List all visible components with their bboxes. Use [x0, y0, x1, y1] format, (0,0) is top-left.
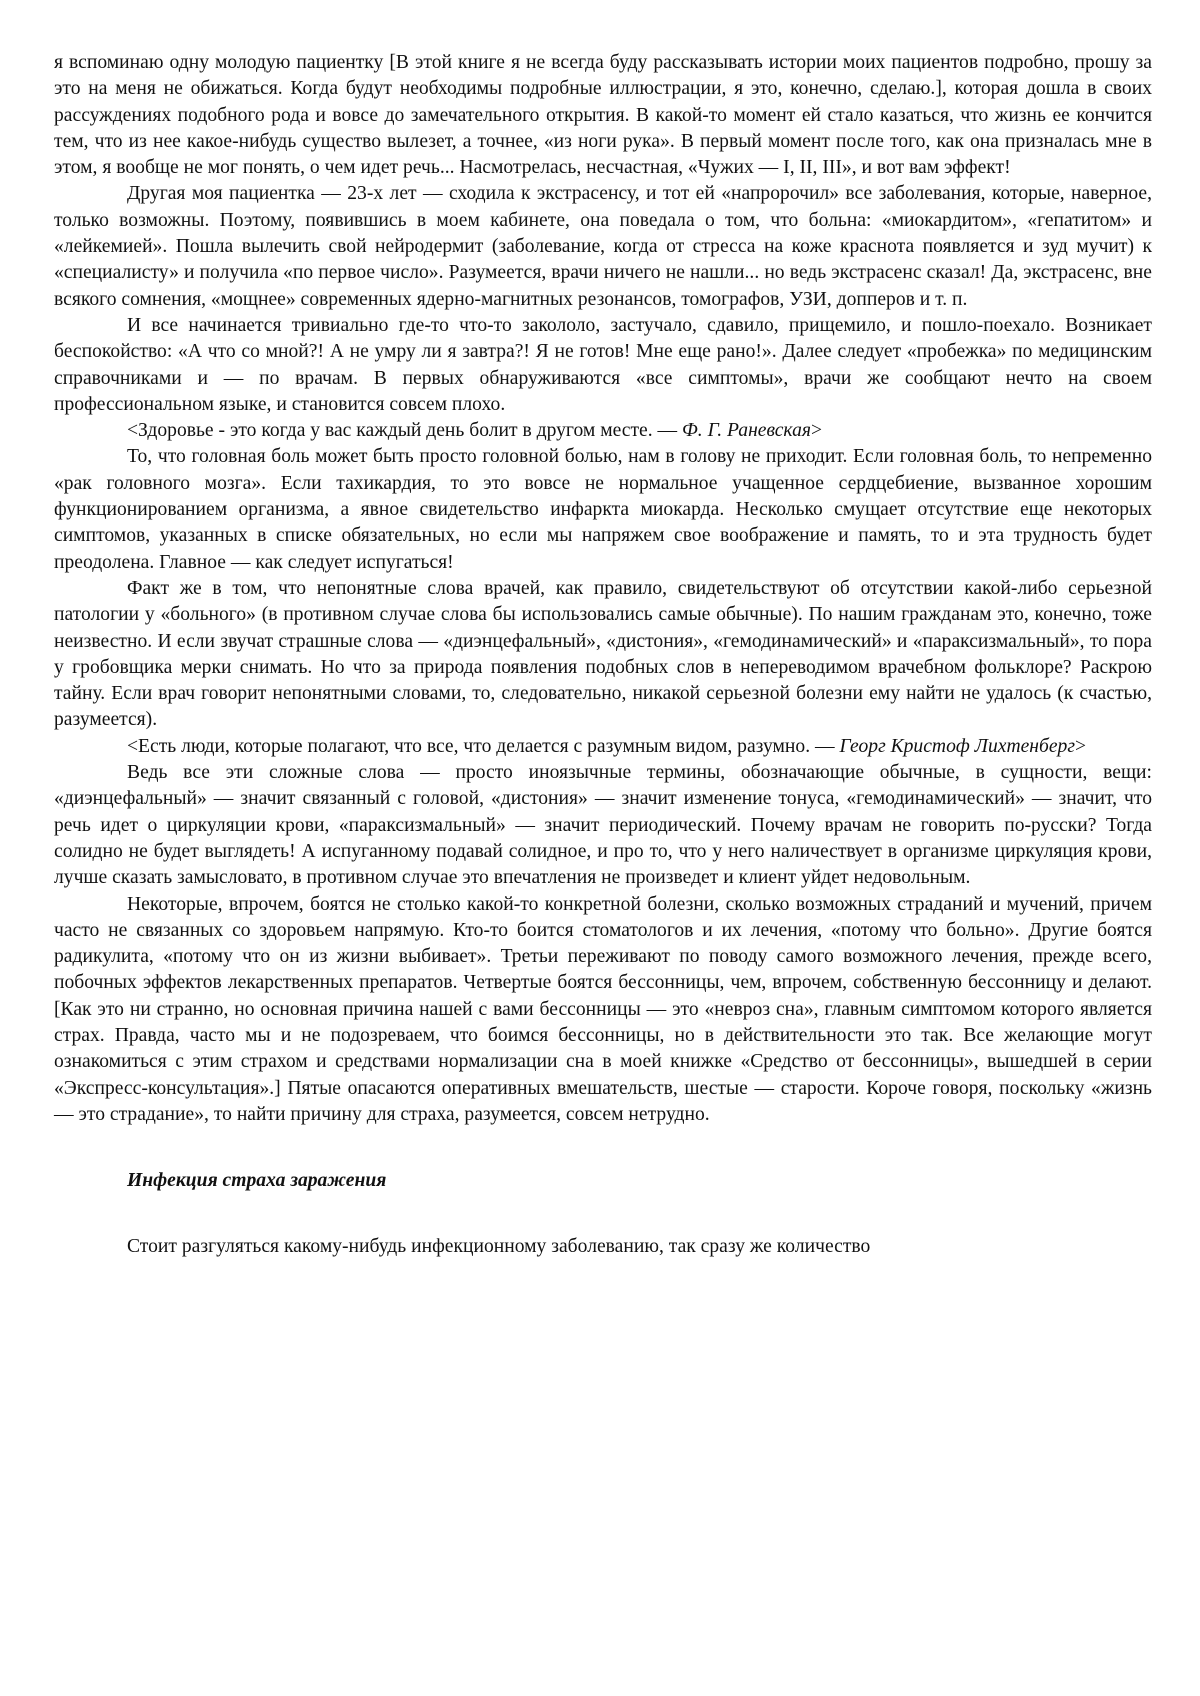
- paragraph-psychic: Другая моя пациентка — 23-х лет — сходила к экстрасенсу, и тот ей «напророчил» все заболевания, которые, наверное, только возможны. Поэтому, появившись в моем кабинете, она поведала о том, что больна: «миокардитом», «гепатитом» и «лейкемией». Пошла вылечить свой нейродермит (заболевание, когда от стресса на коже краснота появляется и зуд мучит) к «специалисту» и получила «по первое число». Разумеется, врачи ничего не нашли... но ведь экстрасенс сказал! Да, экстрасенс, вне всякого сомнения, «мощнее» современных ядерно-магнитных резонансов, томографов, УЗИ, допперов и т. п.: [54, 181, 1152, 312]
- section-heading: Инфекция страха заражения: [54, 1168, 1152, 1194]
- paragraph-fears-list: Некоторые, впрочем, боятся не столько какой-то конкретной болезни, сколько возможных страданий и мучений, причем часто не связанных со здоровьем напрямую. Кто-то боится стоматологов и их лечения, «потому что больно». Другие боятся радикулита, «потому что он из жизни выбивает». Третьи переживают по поводу самого возможного лечения, прежде всего, побочных эффектов лекарственных препаратов. Четвертые боятся бессонницы, чем, впрочем, собственную бессонницу и делают. [Как это ни странно, но основная причина нашей с вами бессонницы — это «невроз сна», главным симптомом которого является страх. Правда, часто мы и не подозреваем, что боимся бессонницы, но в действительности это так. Все желающие могут ознакомиться с этим страхом и средствами нормализации сна в моей книжке «Средство от бессонницы», вышедшей в серии «Экспресс-консультация».] Пятые опасаются оперативных вмешательств, шестые — старости. Короче говоря, поскольку «жизнь — это страдание», то найти причину для страха, разумеется, совсем нетрудно.: [54, 892, 1152, 1129]
- paragraph-headache: То, что головная боль может быть просто головной болью, нам в голову не приходит. Если головная боль, то непременно «рак головного мозга». Если тахикардия, то это вовсе не нормальное учащенное сердцебиение, вызванное хорошим функционированием организма, а явное свидетельство инфаркта миокарда. Несколько смущает отсутствие еще некоторых симптомов, указанных в списке обязательных, но если мы напряжем свое воображение и память, то и эта трудность будет преодолена. Главное — как следует испугаться!: [54, 444, 1152, 575]
- quote-author: Ф. Г. Раневская: [682, 420, 811, 441]
- paragraph-complex-words: Ведь все эти сложные слова — просто иноязычные термины, обозначающие обычные, в сущности, вещи: «диэнцефальный» — значит связанный с головой, «дистония» — значит изменение тонуса, «гемодинамический» — значит, что речь идет о циркуляции крови, «параксизмальный» — значит периодический. Почему врачам не говорить по-русски? Тогда солидно не будет выглядеть! А испуганному подавай солидное, и про то, что у него наличествует в организме циркуляция крови, лучше сказать замысловато, в противном случае это впечатления не произведет и клиент уйдет недовольным.: [54, 760, 1152, 891]
- paragraph-doctor-words: Факт же в том, что непонятные слова врачей, как правило, свидетельствуют об отсутствии какой-либо серьезной патологии у «больного» (в противном случае слова бы использовались самые обычные). По нашим гражданам это, конечно, тоже неизвестно. И если звучат страшные слова — «диэнцефальный», «дистония», «гемодинамический» и «параксизмальный», то пора у гробовщика мерки снимать. Но что за природа появления подобных слов в непереводимом врачебном фольклоре? Раскрою тайну. Если врач говорит непонятными словами, то, следовательно, никакой серьезной болезни ему найти не удалось (к счастью, разумеется).: [54, 576, 1152, 734]
- quote-text: <Здоровье - это когда у вас каждый день болит в другом месте. —: [127, 420, 682, 441]
- quote-text: <Есть люди, которые полагают, что все, что делается с разумным видом, разумно. —: [127, 736, 839, 757]
- paragraph-young-patient: я вспоминаю одну молодую пациентку [В этой книге я не всегда буду рассказывать истории моих пациентов подробно, прошу за это на меня не обижаться. Когда будут необходимы подробные иллюстрации, я это, конечно, сделаю.], которая дошла в своих рассуждениях подобного рода и вовсе до замечательного открытия. В какой-то момент ей стало казаться, что жизнь ее кончится тем, что из нее какое-нибудь существо вылезет, а точнее, «из ноги рука». В первый момент после того, как она призналась мне в этом, я вообще не мог понять, о чем идет речь... Насмотрелась, несчастная, «Чужих — I, II, III», и вот вам эффект!: [54, 50, 1152, 181]
- quote-close: >: [1075, 736, 1086, 757]
- paragraph-infection: Стоит разгуляться какому-нибудь инфекционному заболеванию, так сразу же количество: [54, 1234, 1152, 1260]
- document-page: [0, 0, 1200, 1696]
- section-spacer: [54, 1194, 1152, 1234]
- quote-ranevskaya: [54, 418, 1152, 444]
- quote-author: Георг Кристоф Лихтенберг: [839, 736, 1075, 757]
- quote-close: >: [811, 420, 822, 441]
- paragraph-it-begins: И все начинается тривиально где-то что-то закололо, застучало, сдавило, прищемило, и пошло-поехало. Возникает беспокойство: «А что со мной?! А не умру ли я завтра?! Я не готов! Мне еще рано!». Далее следует «пробежка» по медицинским справочниками и — по врачам. В первых обнаруживаются «все симптомы», врачи же сообщают нечто на своем профессиональном языке, и становится совсем плохо.: [54, 313, 1152, 418]
- quote-lichtenberg: [54, 734, 1152, 760]
